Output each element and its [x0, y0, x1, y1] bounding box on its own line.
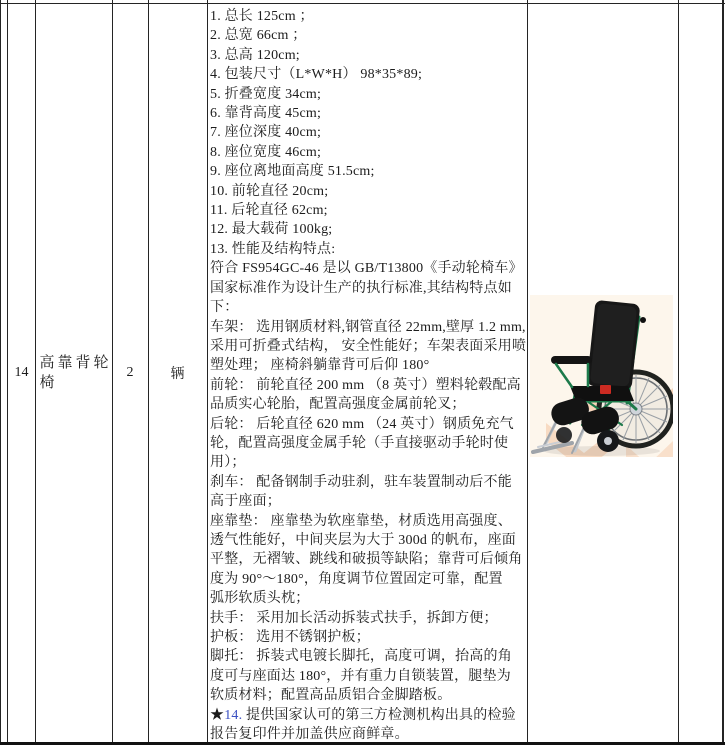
spec-line: 度可与座面达 180°，并有重力自锁装置，腿垫为 [210, 668, 511, 684]
spec-line: 刹车： 配备钢制手动驻刹，驻车装置制动后不能 [210, 474, 512, 490]
table-border-left-outer [0, 0, 1, 742]
item-name: 高靠背轮椅 [39, 355, 112, 391]
spec-line: 10. 前轮直径 20cm; [210, 183, 329, 199]
cell-item-unit [148, 4, 207, 742]
spec-line: 品质实心轮胎，配置高强度金属前轮叉； [210, 397, 466, 413]
spec-line: 4. 包装尺寸（L*W*H） 98*35*89; [210, 67, 423, 83]
cell-item-name [36, 4, 112, 742]
spec-line: 1. 总长 125cm ； [210, 9, 314, 24]
cell-spec-text [207, 4, 527, 742]
spec-line: 弧形软质头枕； [210, 591, 310, 607]
spec-line: 透气性能好，中间夹层为大于 300d 的帆布，座面 [210, 532, 516, 548]
spec-line: ★14. 提供国家认可的第三方检测机构出具的检验 [210, 707, 516, 723]
spec-line: 国家标准作为设计生产的执行标准,其结构特点如 [210, 280, 512, 296]
spec-line: 5. 折叠宽度 34cm; [210, 86, 322, 102]
cell-item-no [8, 4, 35, 742]
spec-line: 12. 最大载荷 100kg; [210, 222, 333, 238]
spec-line: 符合 FS954GC-46 是以 GB/T13800《手动轮椅车》 [210, 261, 523, 277]
spec-line: 后轮： 后轮直径 620 mm （24 英寸）钢质免充气 [210, 416, 514, 432]
spec-line: 车架： 选用钢质材料,钢管直径 22mm,壁厚 1.2 mm, [210, 319, 526, 335]
red-brand-label [600, 385, 611, 394]
item-unit: 辆 [170, 367, 185, 382]
wheelchair-photo [530, 295, 673, 457]
spec-line: 采用可折叠式结构， 安全性能好；车架表面采用喷 [210, 338, 527, 354]
spec-line: 座靠垫： 座靠垫为软座靠垫，材质选用高强度、 [210, 513, 512, 529]
col-border-photo [678, 0, 679, 742]
cell-item-qty [112, 4, 148, 742]
spec-line: 度为 90°～180°，角度调节位置固定可靠，配置 [210, 571, 503, 587]
table-border-right [722, 0, 724, 742]
spec-line: 前轮： 前轮直径 200 mm （8 英寸）塑料轮毂配高 [210, 377, 521, 393]
spec-line: 轮，配置高强度金属手轮（手直接驱动手轮时使 [210, 435, 509, 451]
spec-line: 脚托： 拆装式电镀长脚托，高度可调，抬高的角 [210, 649, 512, 665]
spec-line: 8. 座位宽度 46cm; [210, 144, 322, 160]
spec-line: 2. 总宽 66cm ； [210, 28, 307, 44]
spec-line: 报告复印件并加盖供应商鲜章。 [210, 727, 409, 742]
item-no: 14 [14, 365, 29, 380]
spec-line: 下： [210, 300, 239, 316]
spec-line: 平整，无褶皱、跳线和破损等缺陷；靠背可后倾角 [210, 552, 523, 568]
spec-line: 护板： 选用不锈钢护板； [210, 630, 370, 645]
item-qty: 2 [126, 365, 134, 380]
spec-line: 3. 总高 120cm; [210, 47, 300, 63]
spec-line: 9. 座位离地面高度 51.5cm; [210, 164, 375, 180]
spec-line: 6. 靠背高度 45cm; [210, 106, 322, 122]
spec-line: 扶手： 采用加长活动拆装式扶手，拆卸方便； [210, 610, 498, 626]
spec-line: 高于座面； [210, 494, 281, 510]
table-bottom-border [0, 742, 725, 745]
col-border-spec [527, 0, 528, 742]
spec-line: 用）； [210, 455, 246, 471]
spec-line: 塑处理； 座椅斜躺靠背可后仰 180° [210, 358, 430, 374]
spec-line: 13. 性能及结构特点: [210, 241, 336, 257]
wheelchair-illustration [530, 295, 673, 457]
spec-line: 7. 座位深度 40cm; [210, 125, 322, 141]
spec-line: 11. 后轮直径 62cm; [210, 203, 328, 219]
spec-line: 软质材料；配置高品质铝合金脚踏板。 [210, 688, 452, 704]
